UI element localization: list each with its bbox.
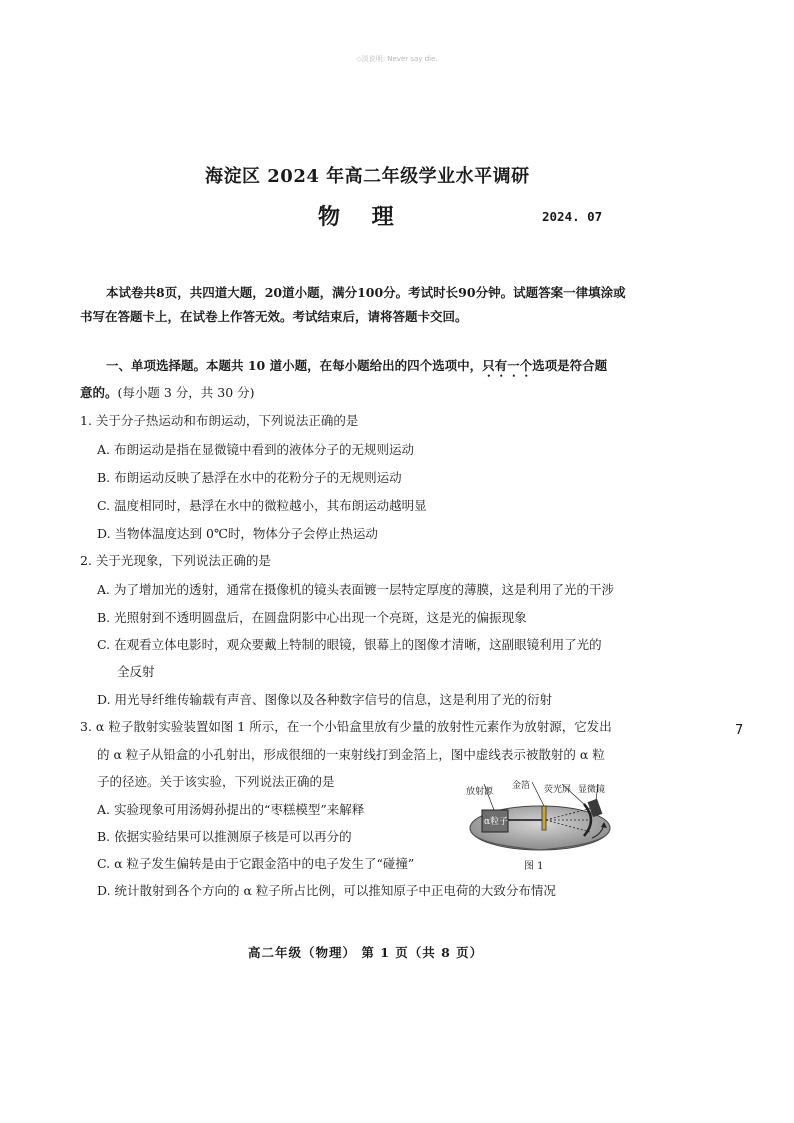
page-footer: 高二年级（物理） 第 1 页（共 8 页）: [248, 945, 484, 960]
question-3-option-c: C. α 粒子发生偏转是由于它跟金箔中的电子发生了“碰撞”: [97, 856, 415, 871]
question-2-option-c: C. 在观看立体电影时，观众要戴上特制的眼镜，银幕上的图像才清晰，这副眼镜利用了光的: [97, 637, 602, 652]
exam-date: 2024. 07: [542, 209, 603, 224]
section-heading-text-a: 一、单项选择题。本题共 10 道小题，在每小题给出的四个选项中，: [106, 358, 483, 373]
question-2-option-a: A. 为了增加光的透射，通常在摄像机的镜头表面镀一层特定厚度的薄膜，这是利用了光的干涉: [97, 582, 614, 597]
leader-foil: [532, 782, 544, 806]
watermark: ◇淡说明: Never say die.: [356, 55, 438, 63]
question-3-stem-line-1: 3. α 粒子散射实验装置如图 1 所示，在一个小铅盒里放有少量的放射性元素作为放射源，它发出: [80, 719, 612, 734]
question-1-option-b: B. 布朗运动反映了悬浮在水中的花粉分子的无规则运动: [97, 470, 402, 485]
label-alpha: α粒子: [484, 817, 509, 827]
intro-line-2: 书写在答题卡上，在试卷上作答无效。考试结束后，请将答题卡交回。: [80, 309, 468, 324]
section-heading-text-c: 意的。: [80, 385, 118, 400]
exam-title: 海淀区 2024 年高二年级学业水平调研: [205, 166, 530, 187]
section-heading-line-1: [106, 356, 607, 380]
question-1-option-d: D. 当物体温度达到 0℃时，物体分子会停止热运动: [97, 526, 378, 541]
question-3-stem-line-3: 子的径迹。关于该实验，下列说法正确的是: [97, 774, 335, 789]
question-1-option-c: C. 温度相同时，悬浮在水中的微粒越小，其布朗运动越明显: [97, 498, 427, 513]
question-1-option-a: A. 布朗运动是指在显微镜中看到的液体分子的无规则运动: [97, 442, 414, 457]
question-3-option-b: B. 依据实验结果可以推测原子核是可以再分的: [97, 829, 352, 844]
section-score-note: (每小题 3 分，共 30 分): [117, 385, 255, 400]
section-heading-emphasis: 只有一个: [482, 358, 533, 373]
side-page-number: 7: [735, 723, 744, 738]
label-foil: 金箔: [512, 781, 531, 791]
question-3-stem-line-2: 的 α 粒子从铅盒的小孔射出，形成很细的一束射线打到金箔上，图中虚线表示被散射的 α 粒: [97, 747, 605, 762]
figure-caption: 图 1: [524, 861, 544, 872]
question-2-option-d: D. 用光导纤维传输载有声音、图像以及各种数字信号的信息，这是利用了光的衍射: [97, 692, 553, 707]
section-heading-text-b: 选项是符合题: [532, 358, 608, 373]
subject-title: 物 理: [318, 204, 406, 230]
label-microscope: 显微镜: [578, 785, 606, 795]
gold-foil: [542, 806, 546, 830]
label-screen: 荧光屏: [544, 785, 572, 795]
section-heading-line-2: [80, 383, 255, 401]
question-2-option-c-cont: 全反射: [117, 664, 155, 679]
label-source: 放射源: [466, 787, 494, 797]
question-2-stem: 2. 关于光现象，下列说法正确的是: [80, 553, 271, 568]
question-3-option-a: A. 实验现象可用汤姆孙提出的“枣糕模型”来解释: [97, 802, 365, 817]
intro-line-1: 本试卷共8页，共四道大题，20道小题，满分100分。考试时长90分钟。试题答案一律填涂或: [106, 285, 626, 300]
question-2-option-b: B. 光照射到不透明圆盘后，在圆盘阴影中心出现一个亮斑，这是光的偏振现象: [97, 610, 527, 625]
question-1-stem: 1. 关于分子热运动和布朗运动，下列说法正确的是: [80, 413, 359, 428]
question-3-option-d: D. 统计散射到各个方向的 α 粒子所占比例，可以推知原子中正电荷的大致分布情况: [97, 883, 556, 898]
